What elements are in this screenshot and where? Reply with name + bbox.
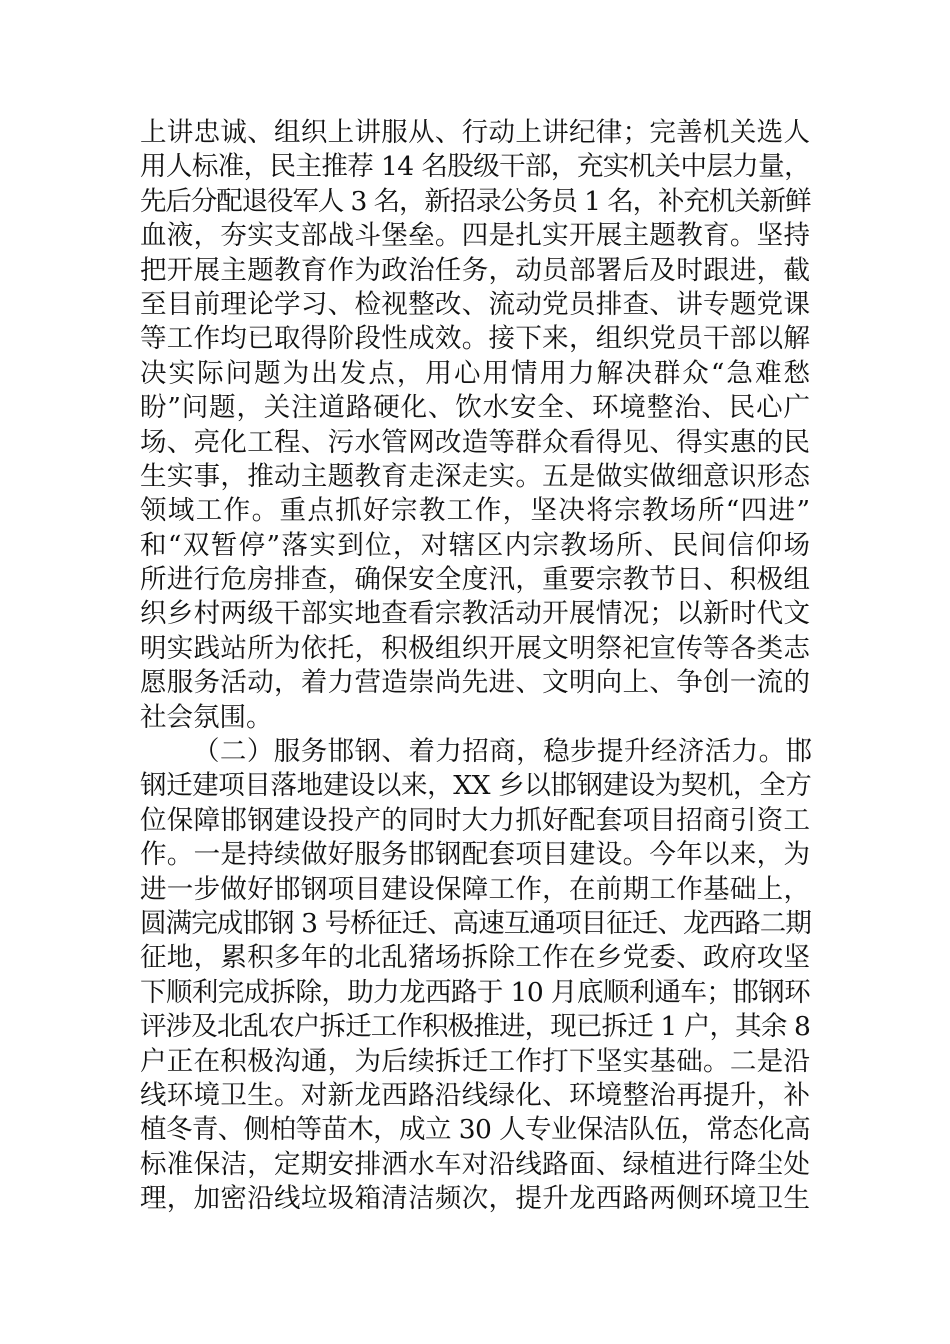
text-line: 标准保洁，定期安排洒水车对沿线路面、绿植进行降尘处	[140, 1148, 810, 1180]
paragraph-service-handan-steel	[140, 735, 810, 1216]
body-text	[140, 116, 810, 1217]
text-line: 盼”问题，关注道路硬化、饮水安全、环境整治、民心广	[140, 392, 810, 424]
text-line: 位保障邯钢建设投产的同时大力抓好配套项目招商引资工	[140, 804, 810, 836]
text-line: 评涉及北乱农户拆迁工作积极推进，现已拆迁 1 户，其余 8	[140, 1011, 810, 1043]
text-line: 场、亮化工程、污水管网改造等群众看得见、得实惠的民	[140, 426, 810, 458]
text-line: 户正在积极沟通，为后续拆迁工作打下坚实基础。二是沿	[140, 1045, 810, 1077]
text-line: 明实践站所为依托，积极组织开展文明祭祀宣传等各类志	[140, 632, 810, 664]
text-line: 植冬青、侧柏等苗木，成立 30 人专业保洁队伍，常态化高	[140, 1114, 810, 1146]
section-heading-line: （二）服务邯钢、着力招商，稳步提升经济活力。邯	[193, 736, 810, 768]
text-line: 至目前理论学习、检视整改、流动党员排查、讲专题党课	[140, 288, 810, 320]
text-line: 愿服务活动，着力营造崇尚先进、文明向上、争创一流的	[140, 667, 810, 699]
text-line: 进一步做好邯钢项目建设保障工作，在前期工作基础上，	[140, 873, 810, 905]
text-line: 下顺利完成拆除，助力龙西路于 10 月底顺利通车；邯钢环	[140, 976, 810, 1008]
text-line: 圆满完成邯钢 3 号桥征迁、高速互通项目征迁、龙西路二期	[140, 907, 812, 939]
text-line: 生实事，推动主题教育走深走实。五是做实做细意识形态	[140, 460, 810, 492]
paragraph-party-building	[140, 116, 810, 735]
text-line: 征地，累积多年的北乱猪场拆除工作在乡党委、政府攻坚	[140, 942, 810, 974]
text-line: 钢迁建项目落地建设以来，XX 乡以邯钢建设为契机，全方	[140, 770, 812, 802]
text-line: 决实际问题为出发点，用心用情用力解决群众“急难愁	[140, 357, 810, 389]
text-line: 等工作均已取得阶段性成效。接下来，组织党员干部以解	[140, 323, 810, 355]
text-line: 先后分配退役军人 3 名，新招录公务员 1 名，补充机关新鲜	[140, 185, 811, 217]
text-line: 领域工作。重点抓好宗教工作，坚决将宗教场所“四进”	[140, 495, 810, 527]
text-line: 所进行危房排查，确保安全度汛，重要宗教节日、积极组	[140, 564, 810, 596]
text-line: 和“双暂停”落实到位，对辖区内宗教场所、民间信仰场	[140, 529, 810, 561]
text-line: 作。一是持续做好服务邯钢配套项目建设。今年以来，为	[140, 839, 810, 871]
text-line: 织乡村两级干部实地查看宗教活动开展情况；以新时代文	[140, 598, 810, 630]
text-line: 把开展主题教育作为政治任务，动员部署后及时跟进，截	[140, 254, 810, 286]
text-line: 线环境卫生。对新龙西路沿线绿化、环境整治再提升，补	[140, 1079, 810, 1111]
text-line: 上讲忠诚、组织上讲服从、行动上讲纪律；完善机关选人	[140, 117, 810, 148]
text-line: 用人标准，民主推荐 14 名股级干部，充实机关中层力量，	[140, 151, 810, 183]
text-line: 理，加密沿线垃圾箱清洁频次，提升龙西路两侧环境卫生	[140, 1183, 810, 1215]
text-line: 血液，夯实支部战斗堡垒。四是扎实开展主题教育。坚持	[140, 220, 810, 252]
text-line: 社会氛围。	[140, 701, 273, 733]
